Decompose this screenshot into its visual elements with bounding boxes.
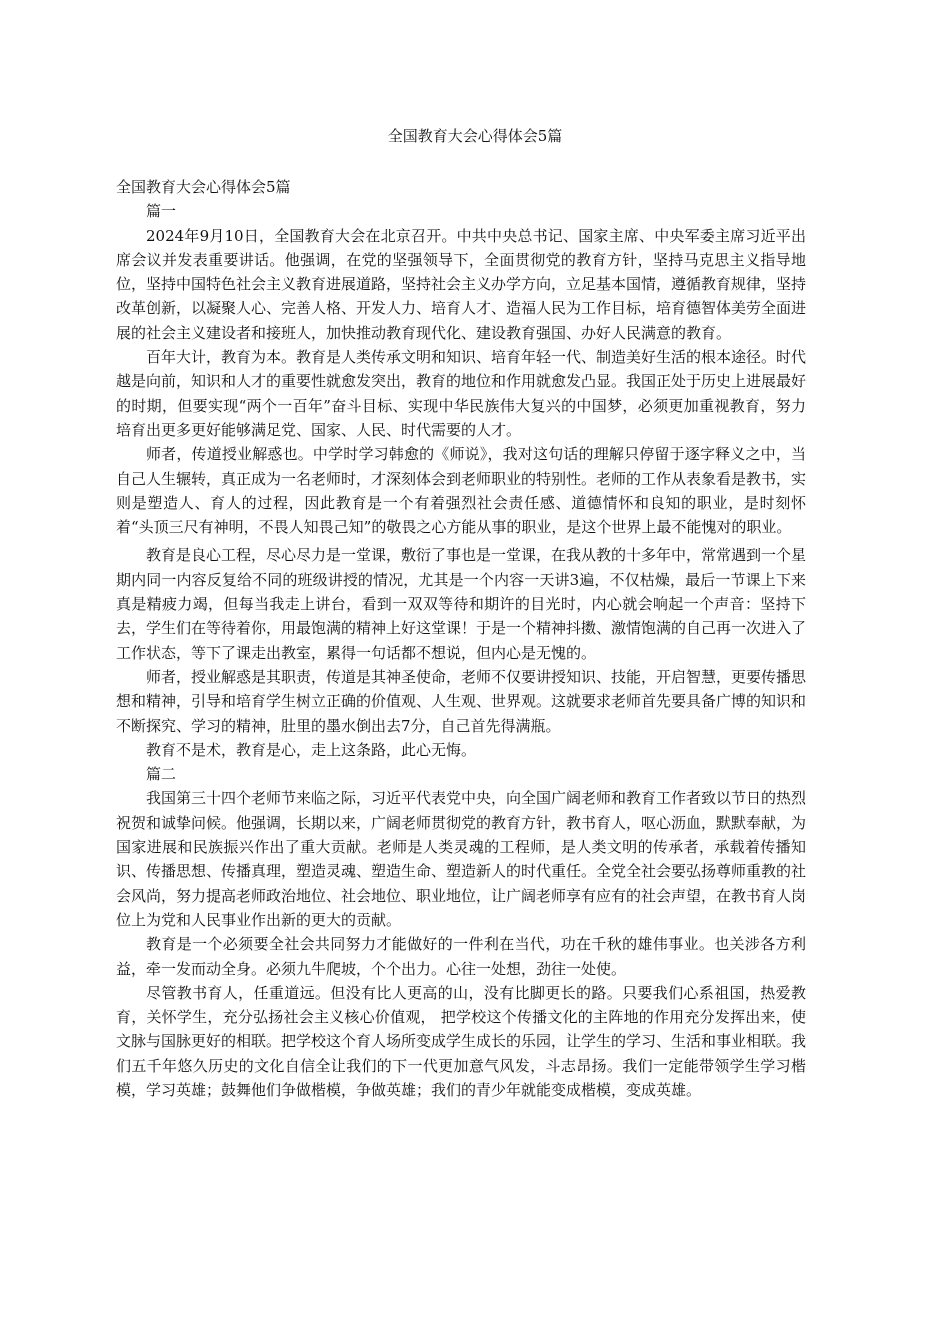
paragraph: 师者，传道授业解惑也。中学时学习韩愈的《师说》，我对这句话的理解只停留于逐字释义之中，当自己人生辗转，真正成为一名老师时，才深刻体会到老师职业的特别性。老师的工作从表象看是教书，实则是塑造人、育人的过程，因此教育是一个有着强烈社会责任感、道德情怀和良知的职业，是时刻怀着“头顶三尺有神明，不畏人知畏己知”的敬畏之心方能从事的职业，是这个世界上最不能愧对的职业。 <box>116 445 807 537</box>
paragraph: 教育不是术，教育是心，走上这条路，此心无悔。 <box>146 740 477 759</box>
page-title: 全国教育大会心得体会5篇 <box>387 127 563 145</box>
paragraph: 教育是一个必须要全社会共同努力才能做好的一件利在当代，功在千秋的雄伟事业。也关涉各方利益，牵一发而动全身。必须九牛爬坡，个个出力。心往一处想，劲往一处使。 <box>116 935 806 978</box>
document-body <box>116 175 806 1102</box>
paragraph: 尽管教书育人，任重道远。但没有比人更高的山，没有比脚更长的路。只要我们心系祖国，热爱教育，关怀学生，充分弘扬社会主义核心价值观， 把学校这个传播文化的主阵地的作用充分发挥出来，使文脉与国脉更好的相联。把学校这个育人场所变成学生成长的乐园，让学生的学习、生活和事业相联。我们五千年悠久历史的文化自信全让我们的下一代更加意气风发，斗志昂扬。我们一定能带领学生学习楷模，学习英雄；鼓舞他们争做楷模，争做英雄；我们的青少年就能变成楷模，变成英雄。 <box>116 983 807 1099</box>
section-heading: 篇二 <box>146 765 177 784</box>
paragraph: 我国第三十四个老师节来临之际，习近平代表党中央，向全国广阔老师和教育工作者致以节日的热烈祝贺和诚挚问候。他强调，长期以来，广阔老师贯彻党的教育方针，教书育人，呕心沥血，默默奉献，为国家进展和民族振兴作出了重大贡献。老师是人类灵魂的工程师，是人类文明的传承者，承载着传播知识、传播思想、传播真理，塑造灵魂、塑造生命、塑造新人的时代重任。全党全社会要弘扬尊师重教的社会风尚，努力提高老师政治地位、社会地位、职业地位，让广阔老师享有应有的社会声望，在教书育人岗位上为党和人民事业作出新的更大的贡献。 <box>116 789 807 929</box>
paragraph: 百年大计，教育为本。教育是人类传承文明和知识、培育年轻一代、制造美好生活的根本途径。时代越是向前，知识和人才的重要性就愈发突出，教育的地位和作用就愈发凸显。我国正处于历史上进展最好的时期，但要实现“两个一百年”奋斗目标、实现中华民族伟大复兴的中国梦，必须更加重视教育，努力培育出更多更好能够满足党、国家、人民、时代需要的人才。 <box>116 348 807 439</box>
document-subtitle: 全国教育大会心得体会5篇 <box>116 178 291 196</box>
paragraph: 师者，授业解惑是其职责，传道是其神圣使命，老师不仅要讲授知识、技能，开启智慧，更要传播思想和精神，引导和培育学生树立正确的价值观、人生观、世界观。这就要求老师首先要具备广博的知识和不断探究、学习的精神，肚里的墨水倒出去7分，自己首先得满瓶。 <box>116 667 807 735</box>
section-heading: 篇一 <box>146 202 177 221</box>
paragraph: 教育是良心工程，尽心尽力是一堂课，敷衍了事也是一堂课，在我从教的十多年中，常常遇到一个星期内同一内容反复给不同的班级讲授的情况，尤其是一个内容一天讲3遍，不仅枯燥，最后一节课上下来真是精疲力竭，但每当我走上讲台，看到一双双等待和期许的目光时，内心就会响起一个声音：坚持下去，学生们在等待着你，用最饱满的精神上好这堂课！于是一个精神抖擞、激情饱满的自己再一次进入了工作状态，等下了课走出教室，累得一句话都不想说，但内心是无愧的。 <box>116 546 807 662</box>
paragraph: 2024年9月10日，全国教育大会在北京召开。中共中央总书记、国家主席、中央军委主席习近平出席会议并发表重要讲话。他强调，在党的坚强领导下，全面贯彻党的教育方针，坚持马克思主义指导地位，坚持中国特色社会主义教育进展道路，坚持社会主义办学方向，立足基本国情，遵循教育规律，坚持改革创新，以凝聚人心、完善人格、开发人力、培育人才、造福人民为工作目标，培育德智体美劳全面进展的社会主义建设者和接班人，加快推动教育现代化、建设教育强国、办好人民满意的教育。 <box>116 226 807 342</box>
